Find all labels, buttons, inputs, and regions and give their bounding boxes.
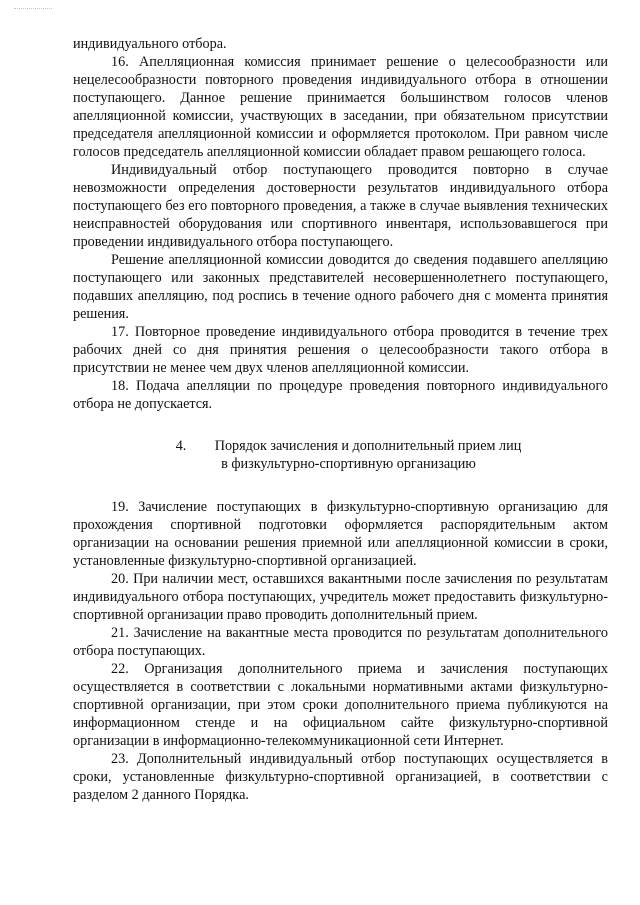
section-heading-line-1: 4. Порядок зачисления и дополнительный прием лиц <box>175 438 522 454</box>
paragraph-item-19: 19. Зачисление поступающих в физкультурно-спортивную организацию для прохождения спортивной подготовки оформляется распорядительным актом организации на основании решения приемной или апелляционной комиссии в сроки, установленные физкультурно-спортивной организацией. <box>73 499 608 569</box>
paragraph-item-22: 22. Организация дополнительного приема и зачисления поступающих осуществляется в соответствии с локальными нормативными актами физкультурно-спортивной организации, при этом сроки дополнительного приема публикуются на информационном стенде и на официальном сайте физкультурно-спортивной организации в информационно-телекоммуникационной сети Интернет. <box>73 661 608 749</box>
scan-artifact <box>14 8 52 13</box>
paragraph-continuation: индивидуального отбора. <box>73 36 227 52</box>
paragraph-item-23: 23. Дополнительный индивидуальный отбор поступающих осуществляется в сроки, установленные физкультурно-спортивной организацией, в соответствии с разделом 2 данного Порядка. <box>73 751 608 803</box>
section-heading-line-2: в физкультурно-спортивную организацию <box>221 456 476 472</box>
paragraph-item-18: 18. Подача апелляции по процедуре проведения повторного индивидуального отбора не допускается. <box>73 378 608 412</box>
paragraph-item-21: 21. Зачисление на вакантные места проводится по результатам дополнительного отбора поступающих. <box>73 625 608 659</box>
section-heading <box>73 437 608 473</box>
paragraph-item-17: 17. Повторное проведение индивидуального отбора проводится в течение трех рабочих дней со дня принятия решения о целесообразности такого отбора в присутствии не менее чем двух членов апелляционной комиссии. <box>73 324 608 376</box>
paragraph-repeat-selection: Индивидуальный отбор поступающего проводится повторно в случае невозможности определения достоверности результатов индивидуального отбора поступающего без его повторного проведения, а также в случае выявления технических неисправностей оборудования или спортивного инвентаря, использовавшегося при проведении индивидуального отбора поступающего. <box>73 162 608 250</box>
paragraph-appeal-decision: Решение апелляционной комиссии доводится до сведения подавшего апелляцию поступающего или законных представителей несовершеннолетнего поступающего, подавших апелляцию, под роспись в течение одного рабочего дня с момента принятия решения. <box>73 252 608 322</box>
document-body <box>73 35 608 804</box>
paragraph-item-20: 20. При наличии мест, оставшихся вакантными после зачисления по результатам индивидуального отбора поступающих, учредитель может предоставить физкультурно-спортивной организации право проводить дополнительный прием. <box>73 571 608 623</box>
paragraph-item-16: 16. Апелляционная комиссия принимает решение о целесообразности или нецелесообразности повторного проведения индивидуального отбора в отношении поступающего. Данное решение принимается большинством голосов членов апелляционной комиссии, участвующих в заседании, при обязательном присутствии председателя апелляционной комиссии и оформляется протоколом. При равном числе голосов председатель апелляционной комиссии обладает правом решающего голоса. <box>73 54 608 160</box>
